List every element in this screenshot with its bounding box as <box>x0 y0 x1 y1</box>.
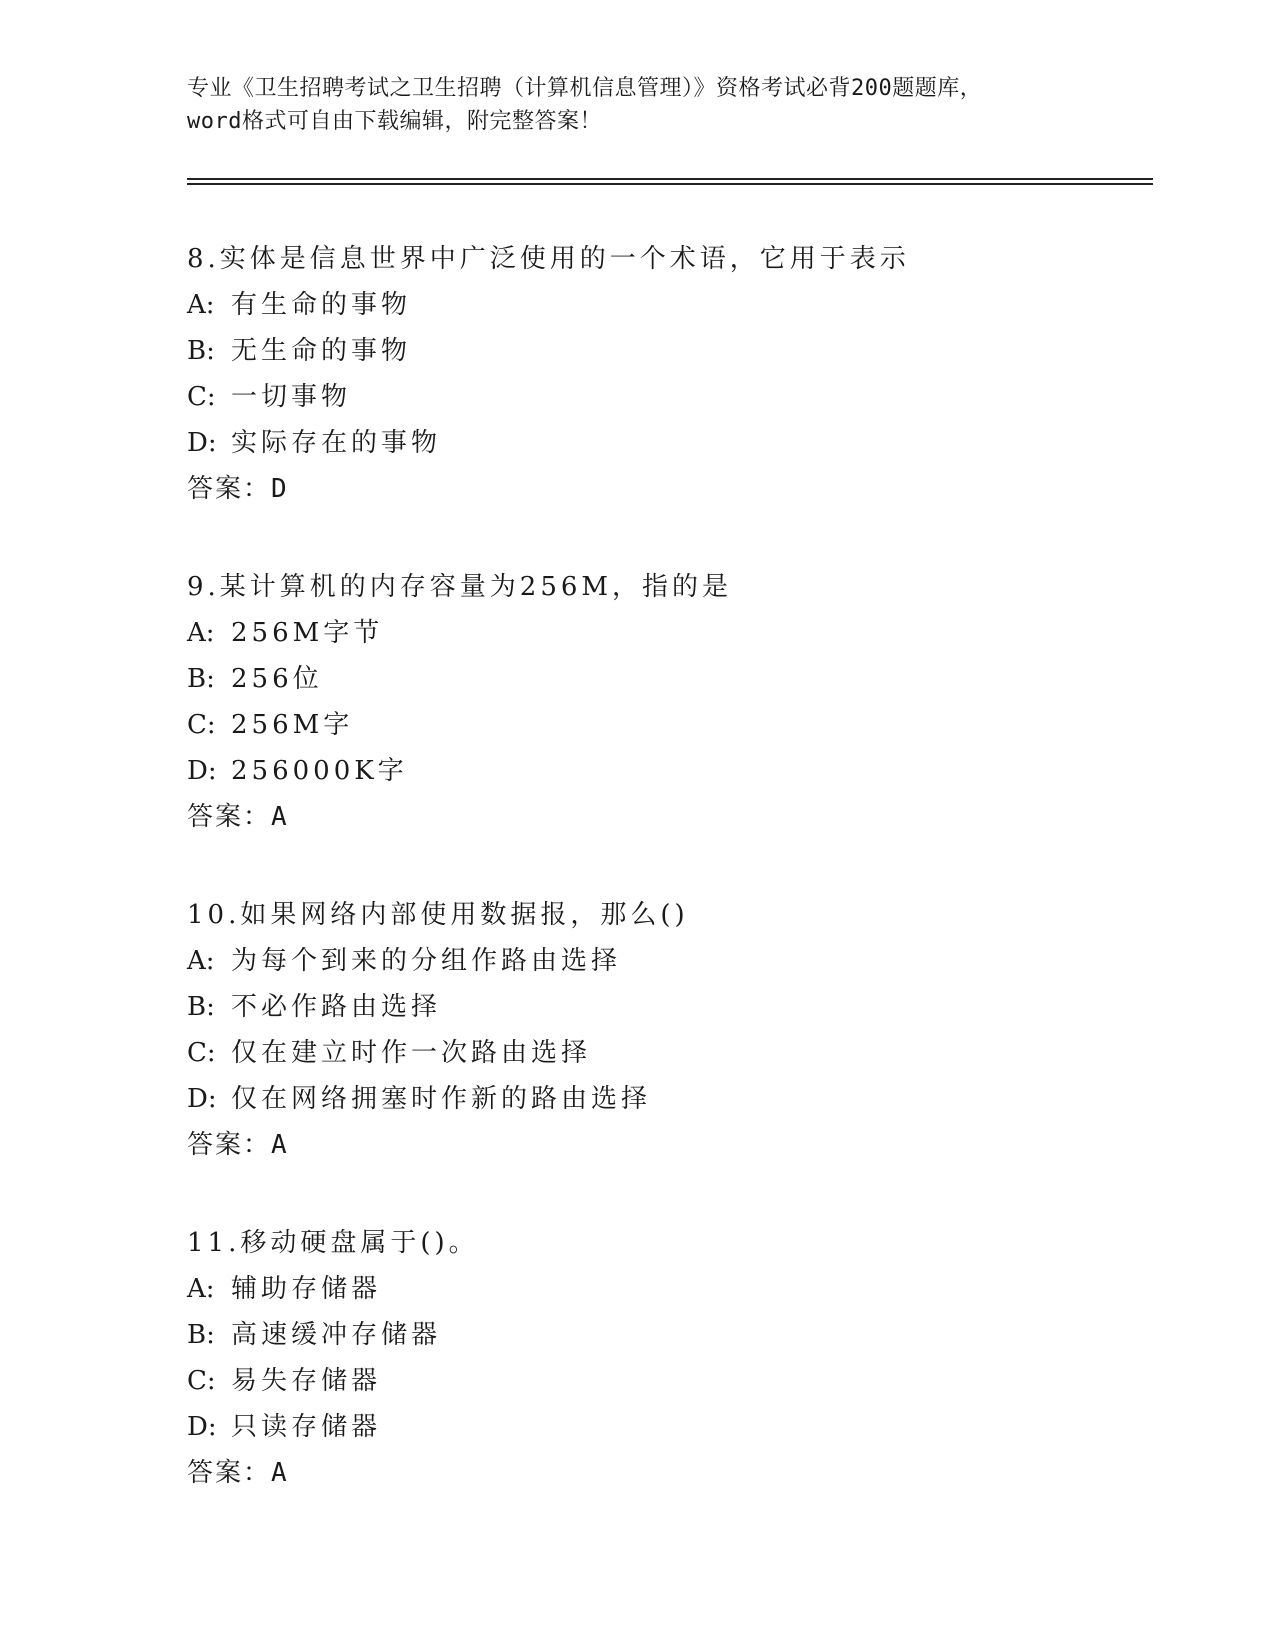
answer-line: 答案：D <box>187 474 289 504</box>
option-label: B: <box>187 992 215 1022</box>
option-a <box>187 938 1147 984</box>
option-label: D: <box>187 1084 217 1114</box>
answer-line: 答案：A <box>187 802 289 832</box>
header-divider-top <box>187 178 1153 180</box>
question-11 <box>187 1220 1147 1496</box>
option-d <box>187 420 1147 466</box>
option-a <box>187 282 1147 328</box>
question-9 <box>187 564 1147 840</box>
option-c <box>187 1358 1147 1404</box>
option-text: 辅助存储器 <box>231 1274 382 1304</box>
option-text: 256M字 <box>231 710 354 740</box>
option-text: 有生命的事物 <box>231 290 412 320</box>
question-stem: 8.实体是信息世界中广泛使用的一个术语，它用于表示 <box>187 244 910 274</box>
option-text: 256位 <box>231 664 323 694</box>
option-c <box>187 374 1147 420</box>
option-b <box>187 1312 1147 1358</box>
option-text: 仅在网络拥塞时作新的路由选择 <box>231 1084 652 1114</box>
option-label: A: <box>187 290 215 320</box>
answer-line: 答案：A <box>187 1130 289 1160</box>
option-c <box>187 702 1147 748</box>
option-d <box>187 1076 1147 1122</box>
question-8 <box>187 236 1147 512</box>
option-label: A: <box>187 946 215 976</box>
option-b <box>187 328 1147 374</box>
option-d <box>187 748 1147 794</box>
option-a <box>187 610 1147 656</box>
option-label: C: <box>187 1038 216 1068</box>
option-b <box>187 656 1147 702</box>
option-text: 256000K字 <box>231 756 408 786</box>
question-stem: 10.如果网络内部使用数据报，那么() <box>187 900 689 930</box>
option-text: 为每个到来的分组作路由选择 <box>231 946 622 976</box>
option-label: C: <box>187 1366 216 1396</box>
option-d <box>187 1404 1147 1450</box>
answer-line: 答案：A <box>187 1458 289 1488</box>
option-text: 256M字节 <box>231 618 384 648</box>
option-label: B: <box>187 1320 215 1350</box>
option-text: 不必作路由选择 <box>231 992 442 1022</box>
option-text: 无生命的事物 <box>231 336 412 366</box>
option-c <box>187 1030 1147 1076</box>
option-label: D: <box>187 756 217 786</box>
option-label: D: <box>187 428 217 458</box>
option-label: D: <box>187 1412 217 1442</box>
option-label: A: <box>187 1274 215 1304</box>
header-line-1: 专业《卫生招聘考试之卫生招聘（计算机信息管理）》资格考试必背200题题库， <box>187 76 983 101</box>
option-label: B: <box>187 664 215 694</box>
option-label: B: <box>187 336 215 366</box>
option-text: 高速缓冲存储器 <box>231 1320 442 1350</box>
option-text: 只读存储器 <box>231 1412 382 1442</box>
question-stem: 11.移动硬盘属于()。 <box>187 1228 479 1258</box>
option-label: A: <box>187 618 215 648</box>
question-stem: 9.某计算机的内存容量为256M，指的是 <box>187 572 733 602</box>
header-line-2: word格式可自由下载编辑，附完整答案！ <box>187 109 602 134</box>
question-10 <box>187 892 1147 1168</box>
header-divider-bottom <box>187 183 1153 185</box>
option-text: 一切事物 <box>231 382 352 412</box>
option-b <box>187 984 1147 1030</box>
document-header <box>187 72 1087 138</box>
option-a <box>187 1266 1147 1312</box>
option-label: C: <box>187 382 216 412</box>
question-list <box>187 236 1147 1548</box>
option-label: C: <box>187 710 216 740</box>
option-text: 实际存在的事物 <box>231 428 442 458</box>
option-text: 易失存储器 <box>231 1366 382 1396</box>
option-text: 仅在建立时作一次路由选择 <box>231 1038 592 1068</box>
